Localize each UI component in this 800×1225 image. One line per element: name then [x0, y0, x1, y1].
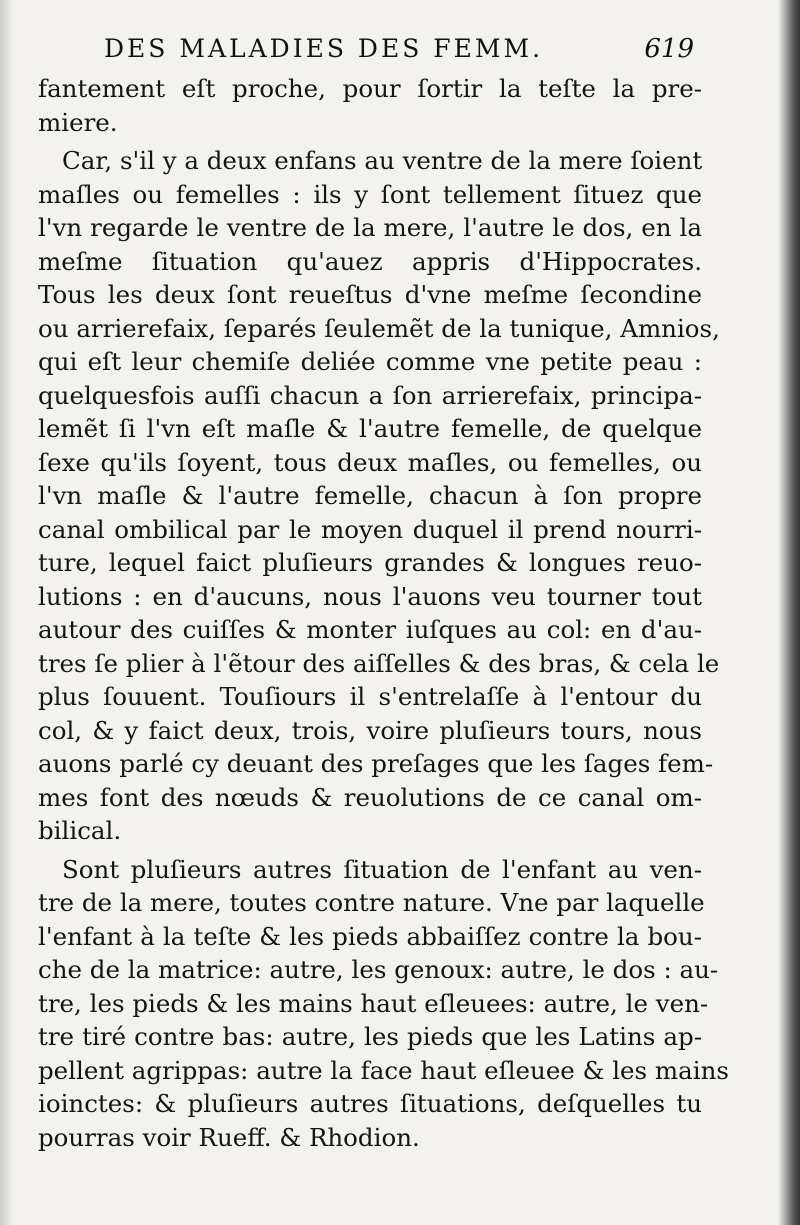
page-edge-shadow [778, 0, 800, 1225]
text-line: qui eſt leur chemiſe deliée comme vne petite peau : [38, 347, 702, 376]
text-line: miere. [38, 107, 118, 137]
running-head [104, 34, 694, 70]
text-line: maſles ou femelles : ils y ſont tellement ſituez que [38, 179, 702, 209]
text-line: meſme ſituation qu'auez appris d'Hippocrates. [38, 246, 702, 276]
text-line: che de la matrice: autre, les genoux: autre, le dos : au- [38, 955, 719, 984]
text-line: tre de la mere, toutes contre nature. Vne par laquelle [38, 888, 705, 917]
paragraph [38, 144, 720, 848]
text-line: canal ombilical par le moyen duquel il prend nourri- [38, 514, 702, 544]
text-line: pellent agrippas: autre la face haut eſleuee & les mains [38, 1055, 729, 1085]
text-line: quelquesfois auſſi chacun a ſon arrierefaix, principa- [38, 380, 702, 410]
text-line: col, & y faict deux, trois, voire pluſieurs tours, nous [38, 715, 702, 745]
text-line: l'enfant à la teſte & les pieds abbaiſſez contre la bou- [38, 921, 702, 951]
text-line: Tous les deux ſont reueſtus d'vne meſme ſecondine [38, 280, 702, 309]
text-line: autour des cuiſſes & monter iuſques au col: en d'au- [38, 615, 702, 644]
page-number: 619 [644, 34, 694, 64]
text-line: mes font des nœuds & reuolutions de ce canal om- [38, 782, 702, 812]
page-gutter-shadow [0, 0, 14, 1225]
text-line: pourras voir Rueff. & Rhodion. [38, 1122, 420, 1152]
text-line: fantement eſt proche, pour ſortir la teſte la pre- [38, 74, 702, 103]
text-line: ſexe qu'ils ſoyent, tous deux maſles, ou femelles, ou [38, 447, 702, 477]
text-line: lutions : en d'aucuns, nous l'auons veu tourner tout [38, 581, 702, 611]
text-line: tre, les pieds & les mains haut eſleuees: autre, le ven- [38, 988, 709, 1018]
text-line: auons parlé cy deuant des preſages que les ſages fem- [38, 749, 714, 778]
text-line: ioinctes: & pluſieurs autres ſituations, deſquelles tu [38, 1089, 702, 1118]
text-line: Sont pluſieurs autres ſituation de l'enfant au ven- [62, 854, 702, 884]
running-title: DES MALADIES DES FEMM. [104, 34, 544, 63]
body-text [38, 72, 729, 1154]
text-line: ou arrierefaix, ſeparés ſeulemẽt de la tunique, Amnios, [38, 313, 720, 343]
text-line: bilical. [38, 816, 122, 845]
text-line: l'vn maſle & l'autre femelle, chacun à ſon propre [38, 481, 702, 510]
text-line: l'vn regarde le ventre de la mere, l'autre le dos, en la [38, 213, 702, 242]
text-line: plus ſouuent. Touſiours il s'entrelaſſe à l'entour du [38, 682, 702, 711]
text-line: Car, s'il y a deux enfans au ventre de la mere ſoient [62, 146, 703, 175]
text-line: ture, lequel faict pluſieurs grandes & longues reuo- [38, 548, 702, 577]
paragraph [38, 853, 729, 1155]
text-line: lemẽt ſi l'vn eſt maſle & l'autre femelle, de quelque [38, 414, 702, 443]
text-line: tre tiré contre bas: autre, les pieds que les Latins ap- [38, 1022, 702, 1051]
paragraph [38, 72, 702, 139]
text-line: tres ſe plier à l'ẽtour des aiſſelles & des bras, & cela le [38, 648, 720, 678]
